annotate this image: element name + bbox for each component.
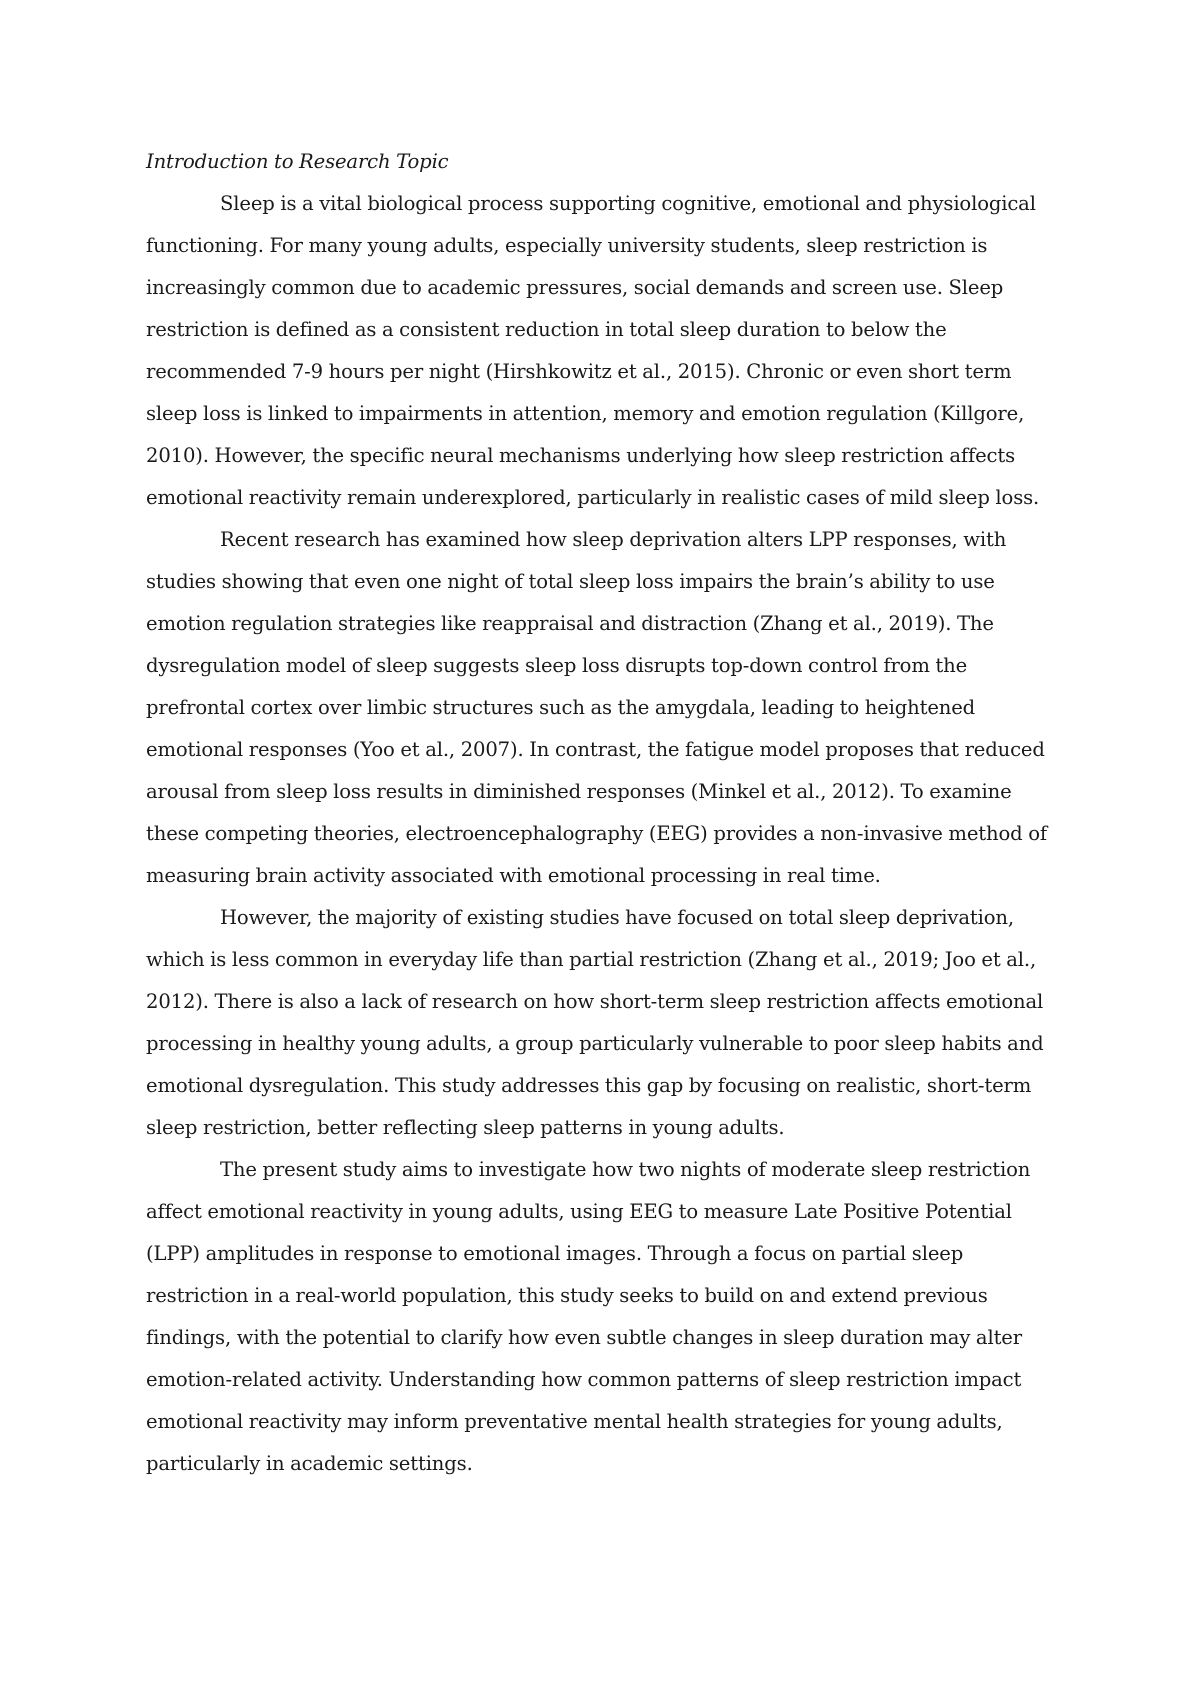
document-body <box>146 141 1052 1485</box>
paragraph-1: Sleep is a vital biological process supporting cognitive, emotional and physiological functioning. For many young adults, especially university students, sleep restriction is increasingly common due to academic pressures, social demands and screen use. Sleep restriction is defined as a consistent reduction in total sleep duration to below the recommended 7-9 hours per night (Hirshkowitz et al., 2015). Chronic or even short term sleep loss is linked to impairments in attention, memory and emotion regulation (Killgore, 2010). However, the specific neural mechanisms underlying how sleep restriction affects emotional reactivity remain underexplored, particularly in realistic cases of mild sleep loss. <box>146 192 1040 509</box>
paragraph-3: However, the majority of existing studies have focused on total sleep deprivation, which is less common in everyday life than partial restriction (Zhang et al., 2019; Joo et al., 2012). There is also a lack of research on how short-term sleep restriction affects emotional processing in healthy young adults, a group particularly vulnerable to poor sleep habits and emotional dysregulation. This study addresses this gap by focusing on realistic, short-term sleep restriction, better reflecting sleep patterns in young adults. <box>146 906 1044 1139</box>
paragraph-2: Recent research has examined how sleep deprivation alters LPP responses, with studies showing that even one night of total sleep loss impairs the brain’s ability to use emotion regulation strategies like reappraisal and distraction (Zhang et al., 2019). The dysregulation model of sleep suggests sleep loss disrupts top-down control from the prefrontal cortex over limbic structures such as the amygdala, leading to heightened emotional responses (Yoo et al., 2007). In contrast, the fatigue model proposes that reduced arousal from sleep loss results in diminished responses (Minkel et al., 2012). To examine these competing theories, electroencephalography (EEG) provides a non-invasive method of measuring brain activity associated with emotional processing in real time. <box>146 528 1047 887</box>
section-heading: Introduction to Research Topic <box>146 150 449 173</box>
paragraph-4: The present study aims to investigate how two nights of moderate sleep restriction affect emotional reactivity in young adults, using EEG to measure Late Positive Potential (LPP) amplitudes in response to emotional images. Through a focus on partial sleep restriction in a real-world population, this study seeks to build on and extend previous findings, with the potential to clarify how even subtle changes in sleep duration may alter emotion-related activity. Understanding how common patterns of sleep restriction impact emotional reactivity may inform preventative mental health strategies for young adults, particularly in academic settings. <box>146 1158 1031 1475</box>
